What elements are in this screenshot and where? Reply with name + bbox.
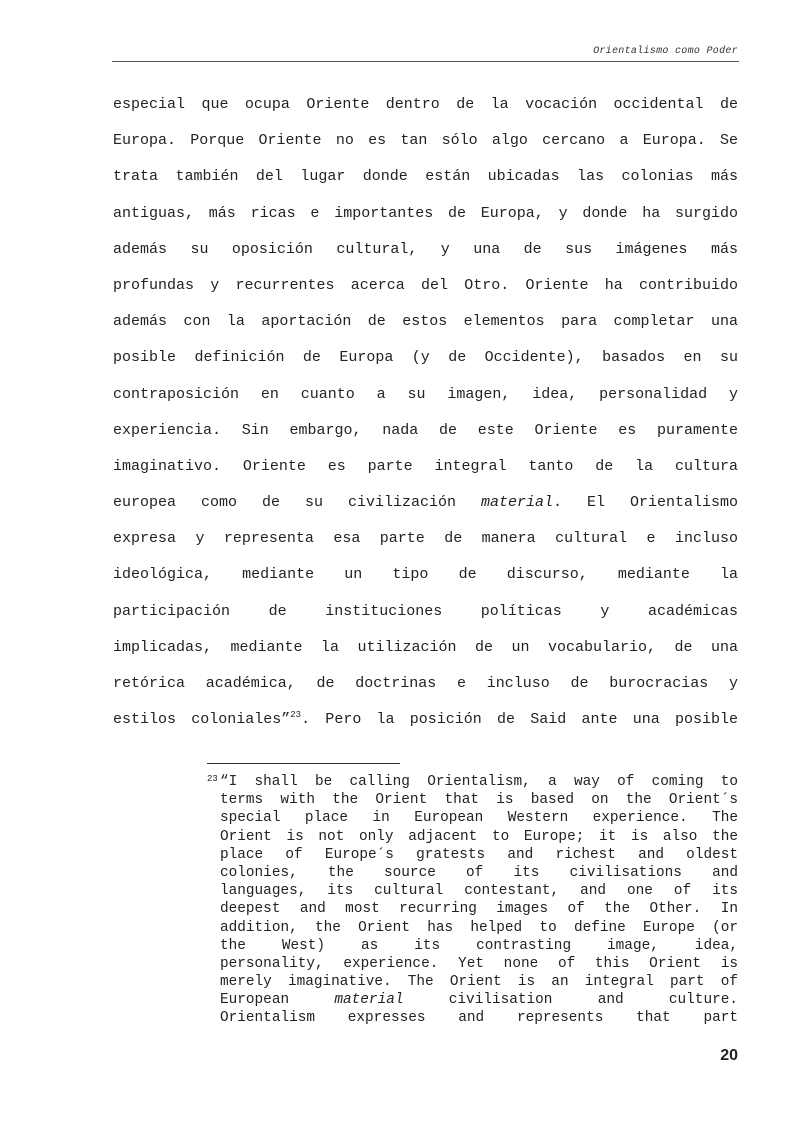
body-text [113,91,738,742]
italic-word: material [480,494,553,512]
body-line-text: . Pero la posición de Said ante una posible [301,711,738,729]
body-line-text: estilos coloniales” [113,711,291,729]
footnote-line: “I shall be calling Orientalism, a way of coming to [220,774,738,790]
footnote-rule [207,763,400,764]
body-line: expresa y representa esa parte de manera cultural e incluso [113,530,738,548]
footnote-line: addition, the Orient has helped to define Europe (or [220,919,738,936]
body-line: Europa. Porque Oriente no es tan sólo algo cercano a Europa. Se [113,132,738,150]
footnote-line: the West) as its contrasting image, idea, [220,937,738,954]
footnote-line-with-italic [220,991,738,1009]
body-line: antiguas, más ricas e importantes de Europa, y donde ha surgido [113,204,738,222]
body-line-text: . El Orientalismo [553,494,738,512]
body-line: contraposición en cuanto a su imagen, idea, personalidad y [113,385,738,403]
body-line: participación de instituciones políticas y académicas [113,602,738,620]
body-line: retórica académica, de doctrinas e incluso de burocracias y [113,675,738,692]
footnote-line: languages, its cultural contestant, and one of its [220,883,738,900]
footnote-line: deepest and most recurring images of the Other. In [220,901,738,918]
footnote-line: personality, experience. Yet none of this Orient is [220,955,738,972]
body-line: trata también del lugar donde están ubicadas las colonias más [113,168,738,186]
footnote-line: merely imaginative. The Orient is an integral part of [220,974,738,991]
body-line: posible definición de Europa (y de Occidente), basados en su [113,349,738,367]
body-line: además con la aportación de estos elementos para completar una [113,313,738,331]
italic-word: material [334,992,404,1009]
body-line: especial que ocupa Oriente dentro de la vocación occidental de [113,96,738,113]
body-line: además su oposición cultural, y una de sus imágenes más [113,240,738,258]
body-line-with-italic [113,489,738,525]
footnote-line: special place in European Western experience. The [220,810,738,827]
footnote-line: place of Europe´s gratests and richest and oldest [220,846,738,863]
header-rule [112,61,739,62]
body-line: experiencia. Sin embargo, nada de este Oriente es puramente [113,421,738,439]
footnote-line: colonies, the source of its civilisations and [220,864,738,881]
footnote-marker: 23 [207,774,218,784]
body-line: profundas y recurrentes acerca del Otro. Oriente ha contribuido [113,276,738,294]
footnote-line-text: European [220,992,290,1009]
body-line-text: europea como de su civilización [113,494,456,512]
footnote-line: Orientalism expresses and represents that part [220,1010,738,1027]
page-number: 20 [720,1047,738,1064]
running-header: Orientalismo como Poder [593,46,738,57]
footnote-line-text: civilisation and culture. [448,992,738,1009]
footnote [207,773,738,1028]
footnote-text [220,773,738,1028]
body-line-with-note [113,706,738,742]
footnote-line: Orient is not only adjacent to Europe; it is also the [220,828,738,845]
body-line: ideológica, mediante un tipo de discurso, mediante la [113,566,738,584]
body-line: imaginativo. Oriente es parte integral tanto de la cultura [113,457,738,475]
footnote-reference[interactable]: 23 [290,710,302,721]
footnote-line: terms with the Orient that is based on the Orient´s [220,792,738,809]
body-line: implicadas, mediante la utilización de un vocabulario, de una [113,638,738,656]
